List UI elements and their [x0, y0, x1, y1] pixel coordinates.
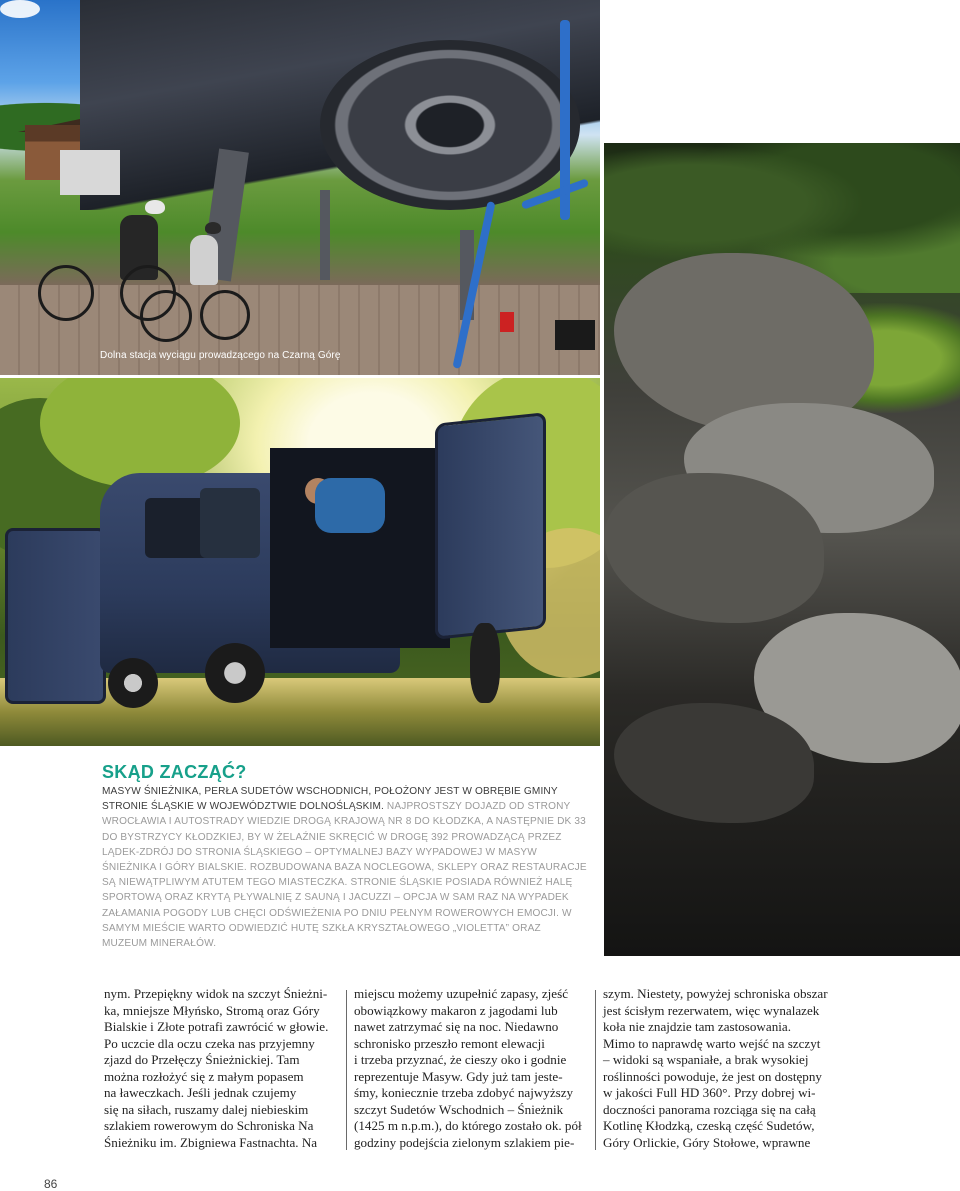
- column-line: i trzeba przyznać, że cieszy oko i godnie: [354, 1052, 567, 1067]
- column-divider: [595, 990, 596, 1150]
- column-line: na ławeczkach. Jeśli jednak czujemy: [104, 1085, 297, 1100]
- column-line: nawet zatrzymać się na noc. Niedawno: [354, 1019, 559, 1034]
- info-panel: [0, 750, 600, 956]
- column-divider: [346, 990, 347, 1150]
- column-line: schronisko przeszło remont elewacji: [354, 1035, 545, 1051]
- column-line: można rozłożyć się z małym popasem: [104, 1068, 304, 1084]
- section-lead: MASYW ŚNIEŻNIKA, PERŁA SUDETÓW WSCHODNICH, POŁOŻONY JEST W OBRĘBIE GMINY STRONIE ŚLĄSKIE W WOJEWÓDZTWIE DOLNOŚLĄSKIM.: [102, 786, 558, 813]
- column-line: Kotlinę Kłodzką, czeską część Sudetów,: [603, 1118, 815, 1133]
- column-line: śmy, koniecznie trzeba zdobyć najwyższy: [354, 1085, 574, 1100]
- section-body: [102, 784, 587, 951]
- text-column-1: [104, 986, 340, 1151]
- column-line: szlakiem rowerowym do Schroniska Na: [104, 1118, 314, 1133]
- column-line: miejscu możemy uzupełnić zapasy, zjeść: [354, 986, 569, 1001]
- column-line: ka, mniejsze Młyńsko, Stromą oraz Góry: [104, 1002, 320, 1018]
- column-line: koła nie znajdzie tam zastosowania.: [603, 1019, 791, 1034]
- column-line: jest ścisłym rezerwatem, więc wynalazek: [603, 1002, 820, 1018]
- column-line: roślinności powoduje, że jest on dostępny: [603, 1068, 822, 1084]
- photo-rocky-trail-closeup: [604, 143, 960, 956]
- column-line: (1425 m n.p.m.), do którego zostało ok. pół: [354, 1118, 582, 1133]
- section-heading: SKĄD ZACZĄĆ?: [102, 762, 247, 782]
- text-column-3: [603, 986, 843, 1151]
- column-line: Mimo to naprawdę warto wejść na szczyt: [603, 1035, 821, 1051]
- column-line: szczyt Sudetów Wschodnich – Śnieżnik: [354, 1101, 564, 1117]
- column-line: Śnieżniku im. Zbigniewa Fastnachta. Na: [104, 1134, 318, 1150]
- column-line: Góry Orlickie, Góry Stołowe, wprawne: [603, 1134, 811, 1150]
- column-line: w jakości Full HD 360°. Przy dobrej wi-: [603, 1085, 816, 1100]
- column-line: doczności panorama rozciąga się na całą: [603, 1101, 816, 1117]
- column-line: się na siłach, ruszamy dalej niebieskim: [104, 1101, 309, 1117]
- column-line: nym. Przepiękny widok na szczyt Śnieżni-: [104, 986, 328, 1001]
- page-number: 86: [44, 1177, 58, 1191]
- column-line: zjazd do Przełęczy Śnieżnickiej. Tam: [104, 1052, 300, 1067]
- text-column-2: [354, 986, 590, 1151]
- column-line: godziny podejścia zielonym szlakiem pie-: [354, 1134, 575, 1150]
- column-line: reprezentuje Masyw. Gdy już tam jeste-: [354, 1068, 563, 1084]
- section-text: NAJPROSTSZY DOJAZD OD STRONY WROCŁAWIA I AUTOSTRADY WIEDZIE DROGĄ KRAJOWĄ NR 8 DO KŁODZKA, A NASTĘPNIE DK 33 DO BYSTRZYCY KŁODZKIEJ, BY W ŻELAŹNIE SKRĘCIĆ W DROGĘ 392 PROWADZĄCĄ PRZEZ LĄDEK-ZDRÓJ DO STRONIA ŚLĄSKIEGO – OPTYMALNEJ BAZY WYPADOWEJ W MASYW ŚNIEŻNIKA I GÓRY BIALSKIE. ROZBUDOWANA BAZA NOCLEGOWA, SKLEPY ORAZ RESTAURACJE SĄ NIEWĄTPLIWYM ATUTEM TEGO MIASTECZKA. STRONIE ŚLĄSKIE POSIADA RÓWNIEŻ HALĘ SPORTOWĄ ORAZ KRYTĄ PŁYWALNIĘ Z SAUNĄ I JACUZZI – OPCJA W SAM RAZ NA WYPADEK ZAŁAMANIA POGODY LUB CHĘCI ODŚWIEŻENIA PO DNIU PEŁNYM ROWEROWYCH EMOCJI. W SAMYM MIEŚCIE WARTO ODWIEDZIĆ HUTĘ SZKŁA KRYSZTAŁOWEGO „VIOLETTA” ORAZ MUZEUM MINERAŁÓW.: [102, 801, 587, 950]
- photo-caption: Dolna stacja wyciągu prowadzącego na Czarną Górę: [100, 350, 341, 361]
- column-line: Po uczcie dla oczu czeka nas przyjemny: [104, 1035, 315, 1051]
- column-line: obowiązkowy makaron z jagodami lub: [354, 1002, 558, 1018]
- photo-ski-lift-station: [0, 0, 600, 375]
- column-line: – widoki są wspaniałe, a brak wysokiej: [603, 1052, 809, 1067]
- column-line: szym. Niestety, powyżej schroniska obszar: [603, 986, 828, 1001]
- photo-van-loading-bikes: [0, 378, 600, 746]
- column-line: Bialskie i Złote potrafi zawrócić w głowie.: [104, 1019, 329, 1034]
